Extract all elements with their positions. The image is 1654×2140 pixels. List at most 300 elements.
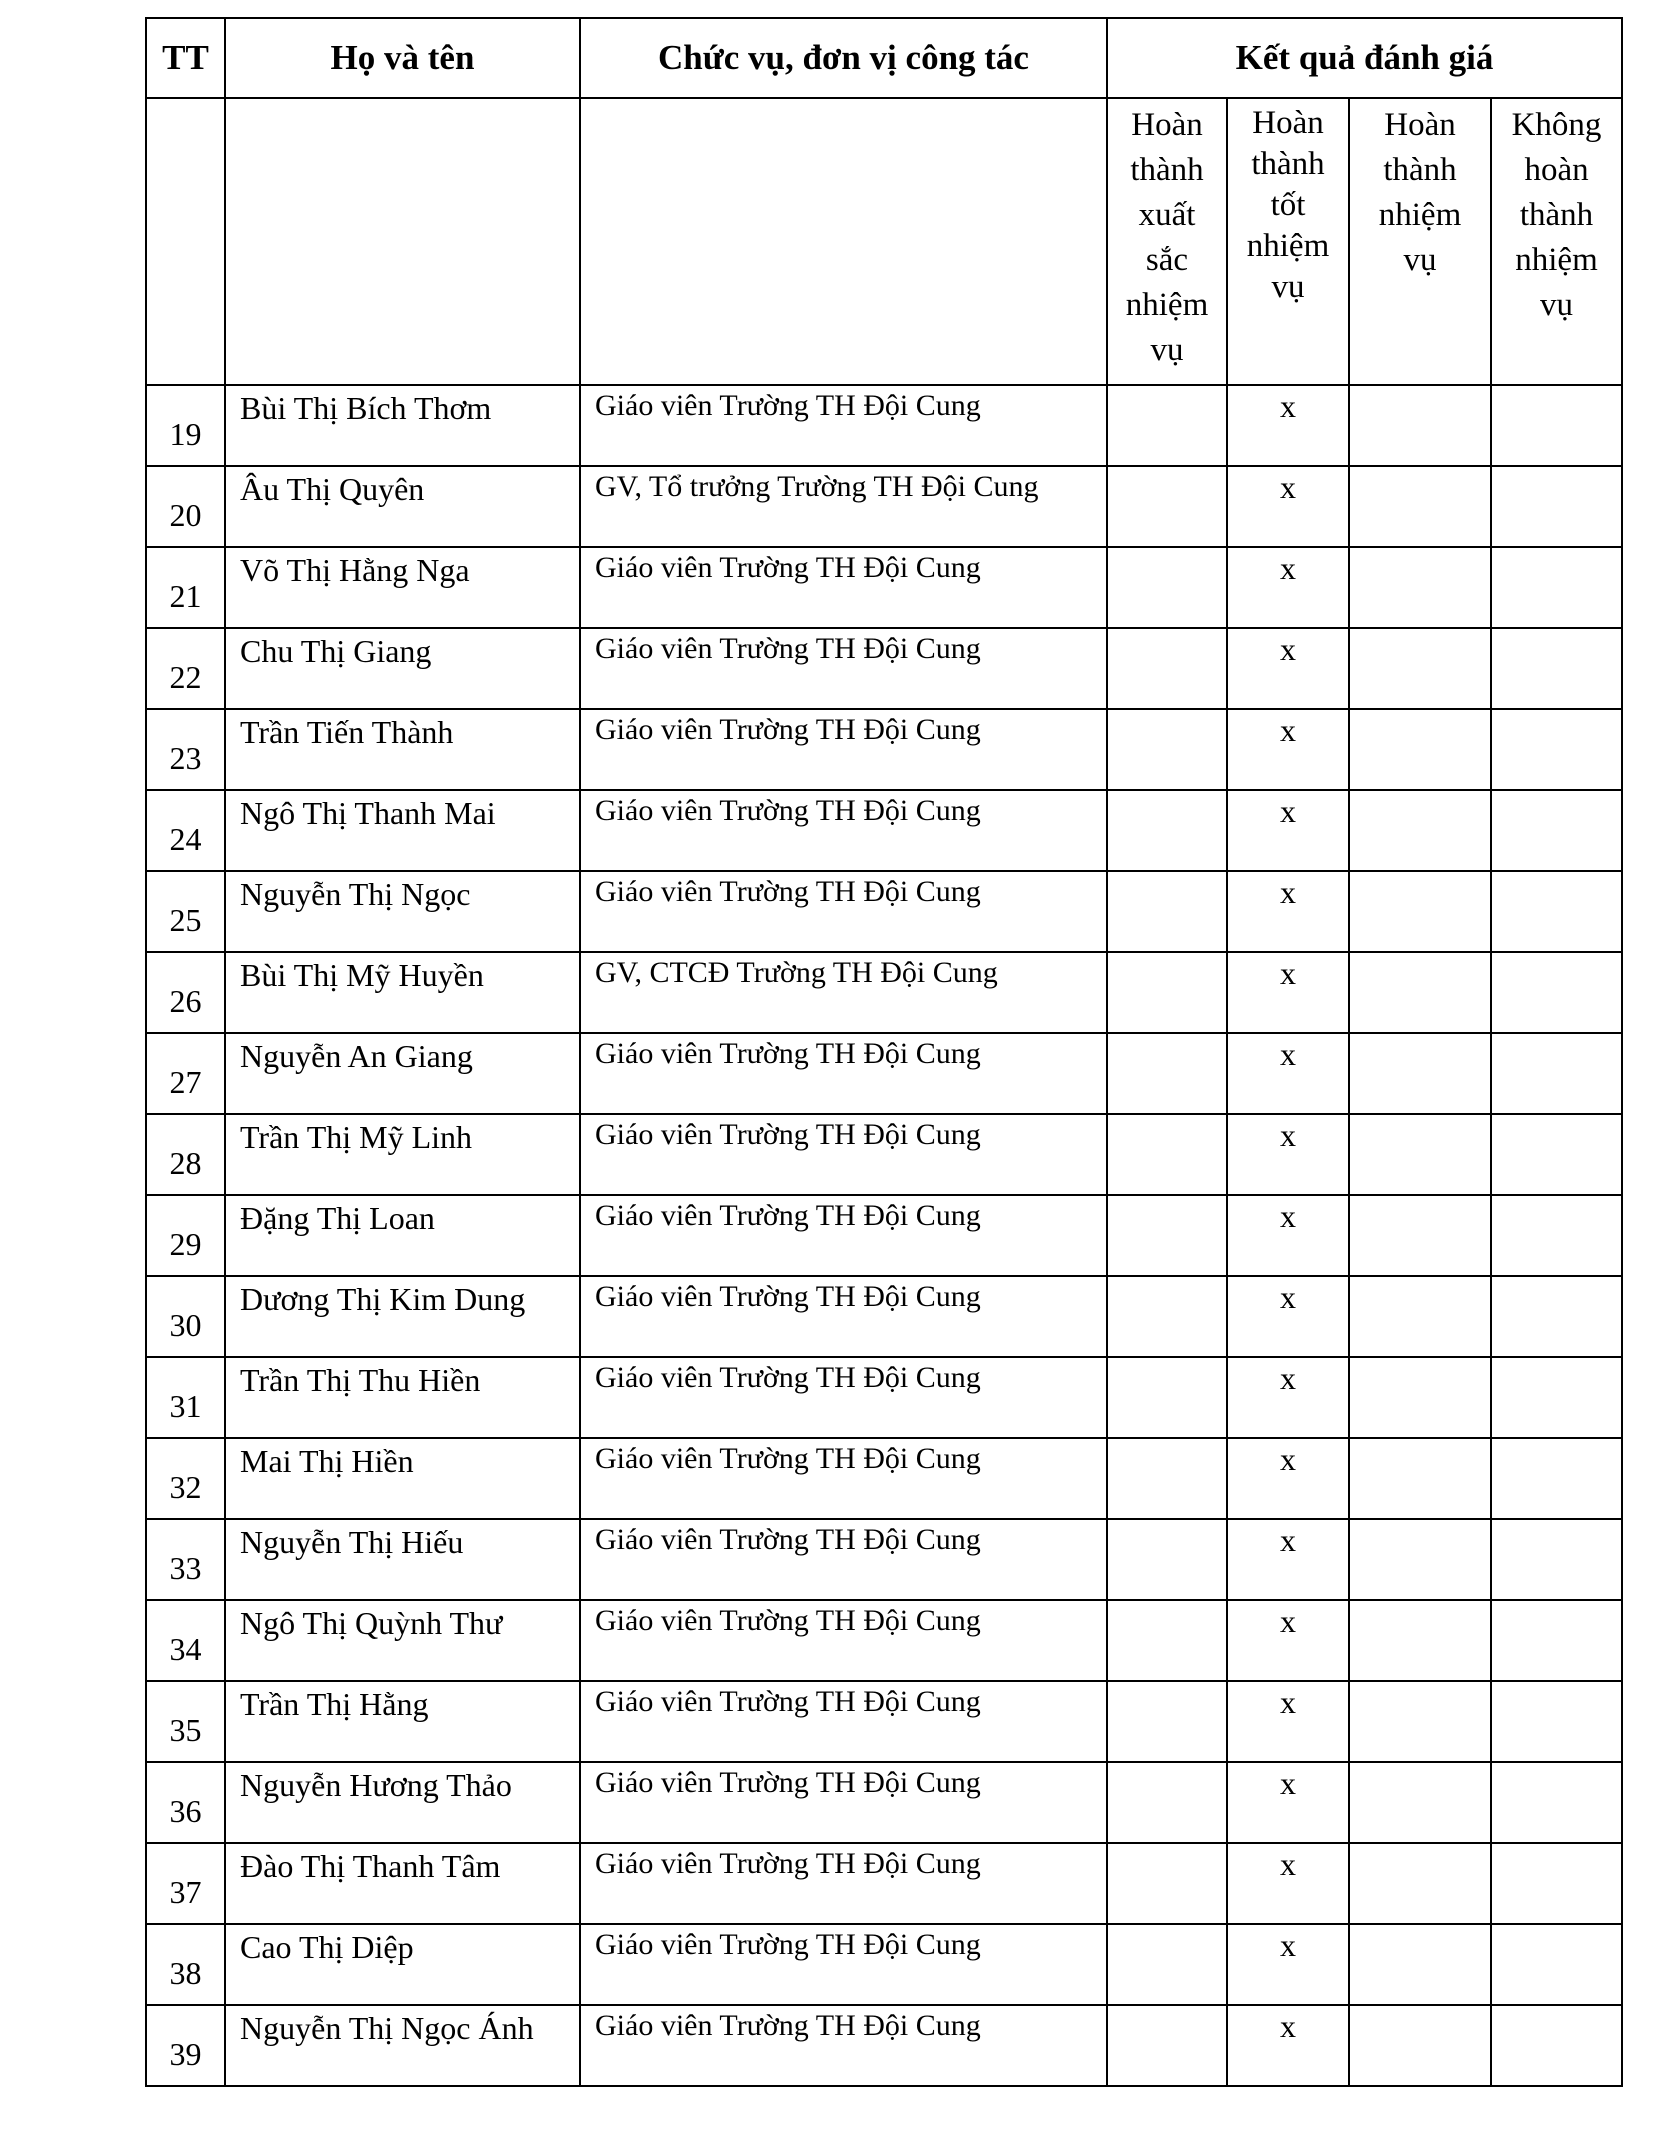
result-outstanding-cell — [1107, 1681, 1227, 1762]
result-good: x — [1280, 550, 1296, 586]
result-not-completed-cell — [1491, 547, 1622, 628]
subheader-line: thành — [1519, 197, 1594, 233]
person-name-cell — [225, 1438, 580, 1519]
subheader-line: thành — [1383, 152, 1457, 188]
subheader-empty-position — [580, 98, 1107, 385]
subheader-line: vụ — [1150, 332, 1184, 368]
table-row — [146, 1681, 1622, 1762]
result-good-cell — [1227, 1843, 1349, 1924]
result-not-completed-cell — [1491, 790, 1622, 871]
row-number: 34 — [169, 1631, 202, 1667]
header-position: Chức vụ, đơn vị công tác — [580, 18, 1107, 98]
result-good: x — [1280, 1036, 1296, 1072]
result-completed-cell — [1349, 952, 1491, 1033]
subheader-row — [146, 98, 1622, 385]
result-good-cell — [1227, 2005, 1349, 2086]
result-not-completed — [1492, 953, 1621, 955]
subheader-empty-name — [225, 98, 580, 385]
subheader-result-1 — [1107, 98, 1227, 385]
result-not-completed — [1492, 386, 1621, 388]
result-not-completed — [1492, 1358, 1621, 1360]
table-row — [146, 1843, 1622, 1924]
position-unit-cell — [580, 1843, 1107, 1924]
result-not-completed-cell — [1491, 871, 1622, 952]
row-number: 19 — [169, 416, 202, 452]
subheader-line: nhiệm — [1378, 197, 1462, 233]
result-outstanding — [1108, 386, 1226, 388]
result-outstanding-cell — [1107, 1438, 1227, 1519]
subheader-line: tốt — [1270, 187, 1306, 223]
result-completed-cell — [1349, 547, 1491, 628]
position-unit: Giáo viên Trường TH Đội Cung — [595, 1766, 981, 1799]
result-outstanding — [1108, 1925, 1226, 1927]
result-not-completed — [1492, 1196, 1621, 1198]
result-good: x — [1280, 1684, 1296, 1720]
result-not-completed-cell — [1491, 466, 1622, 547]
result-completed — [1350, 548, 1490, 550]
table-row — [146, 709, 1622, 790]
result-not-completed — [1492, 1763, 1621, 1765]
table-row — [146, 547, 1622, 628]
result-outstanding — [1108, 467, 1226, 469]
position-unit: Giáo viên Trường TH Đội Cung — [595, 1604, 981, 1637]
subheader-line: vụ — [1540, 287, 1574, 323]
result-not-completed-cell — [1491, 1033, 1622, 1114]
row-number: 38 — [169, 1955, 202, 1991]
row-number: 24 — [169, 821, 202, 857]
table-row — [146, 466, 1622, 547]
row-number-cell — [146, 385, 225, 466]
result-good: x — [1280, 631, 1296, 667]
row-number: 29 — [169, 1226, 202, 1262]
person-name-cell — [225, 709, 580, 790]
person-name-cell — [225, 1681, 580, 1762]
row-number: 37 — [169, 1874, 202, 1910]
subheader-result-4 — [1491, 98, 1622, 385]
result-not-completed — [1492, 1115, 1621, 1117]
row-number: 30 — [169, 1307, 202, 1343]
result-good: x — [1280, 1603, 1296, 1639]
table-row — [146, 628, 1622, 709]
result-outstanding — [1108, 1601, 1226, 1603]
row-number: 39 — [169, 2036, 202, 2072]
result-completed — [1350, 1844, 1490, 1846]
result-good: x — [1280, 388, 1296, 424]
row-number-cell — [146, 1681, 225, 1762]
result-good: x — [1280, 1522, 1296, 1558]
result-completed-cell — [1349, 1195, 1491, 1276]
result-outstanding-cell — [1107, 790, 1227, 871]
row-number-cell — [146, 2005, 225, 2086]
result-outstanding — [1108, 629, 1226, 631]
person-name: Chu Thị Giang — [240, 633, 432, 669]
result-outstanding — [1108, 1034, 1226, 1036]
subheader-line: vụ — [1403, 242, 1437, 278]
result-not-completed-cell — [1491, 1843, 1622, 1924]
result-outstanding-cell — [1107, 871, 1227, 952]
table-row — [146, 1924, 1622, 2005]
result-good: x — [1280, 1846, 1296, 1882]
result-completed-cell — [1349, 1519, 1491, 1600]
result-not-completed — [1492, 710, 1621, 712]
result-outstanding — [1108, 953, 1226, 955]
result-outstanding-cell — [1107, 1519, 1227, 1600]
table-row — [146, 1033, 1622, 1114]
person-name: Ngô Thị Quỳnh Thư — [240, 1605, 503, 1641]
subheader-result-3 — [1349, 98, 1491, 385]
result-good: x — [1280, 1279, 1296, 1315]
position-unit-cell — [580, 871, 1107, 952]
person-name: Trần Thị Mỹ Linh — [240, 1119, 473, 1155]
table-row — [146, 1276, 1622, 1357]
position-unit-cell — [580, 547, 1107, 628]
result-completed-cell — [1349, 1033, 1491, 1114]
result-good: x — [1280, 1198, 1296, 1234]
position-unit: GV, Tổ trưởng Trường TH Đội Cung — [595, 470, 1039, 503]
result-good-cell — [1227, 1195, 1349, 1276]
result-outstanding — [1108, 1844, 1226, 1846]
table-row — [146, 1762, 1622, 1843]
result-outstanding-cell — [1107, 1357, 1227, 1438]
position-unit: Giáo viên Trường TH Đội Cung — [595, 875, 981, 908]
result-completed-cell — [1349, 1114, 1491, 1195]
row-number: 31 — [169, 1388, 202, 1424]
person-name-cell — [225, 547, 580, 628]
position-unit: Giáo viên Trường TH Đội Cung — [595, 1037, 981, 1070]
result-completed-cell — [1349, 1843, 1491, 1924]
result-not-completed — [1492, 1034, 1621, 1036]
subheader-line: sắc — [1145, 242, 1189, 278]
result-good-cell — [1227, 1276, 1349, 1357]
result-not-completed-cell — [1491, 1924, 1622, 2005]
position-unit-cell — [580, 1681, 1107, 1762]
result-outstanding-cell — [1107, 385, 1227, 466]
position-unit-cell — [580, 385, 1107, 466]
position-unit-cell — [580, 1114, 1107, 1195]
result-completed — [1350, 1277, 1490, 1279]
subheader-empty-tt — [146, 98, 225, 385]
result-not-completed-cell — [1491, 1681, 1622, 1762]
result-good: x — [1280, 1117, 1296, 1153]
subheader-line: Hoàn — [1384, 107, 1456, 143]
person-name-cell — [225, 1195, 580, 1276]
row-number-cell — [146, 952, 225, 1033]
result-good-cell — [1227, 1033, 1349, 1114]
result-outstanding — [1108, 1763, 1226, 1765]
person-name-cell — [225, 1276, 580, 1357]
result-outstanding-cell — [1107, 709, 1227, 790]
header-row — [146, 18, 1622, 98]
result-outstanding — [1108, 791, 1226, 793]
result-outstanding — [1108, 872, 1226, 874]
result-good: x — [1280, 1927, 1296, 1963]
result-not-completed-cell — [1491, 628, 1622, 709]
result-good-cell — [1227, 871, 1349, 952]
result-not-completed-cell — [1491, 1276, 1622, 1357]
result-outstanding-cell — [1107, 1924, 1227, 2005]
result-outstanding — [1108, 710, 1226, 712]
person-name-cell — [225, 1114, 580, 1195]
result-not-completed-cell — [1491, 952, 1622, 1033]
row-number: 23 — [169, 740, 202, 776]
result-completed — [1350, 1601, 1490, 1603]
position-unit-cell — [580, 1600, 1107, 1681]
result-outstanding — [1108, 1520, 1226, 1522]
position-unit-cell — [580, 1357, 1107, 1438]
result-outstanding-cell — [1107, 1762, 1227, 1843]
result-good-cell — [1227, 1762, 1349, 1843]
table-row — [146, 952, 1622, 1033]
row-number: 22 — [169, 659, 202, 695]
result-not-completed-cell — [1491, 1357, 1622, 1438]
result-good-cell — [1227, 1681, 1349, 1762]
row-number-cell — [146, 628, 225, 709]
row-number-cell — [146, 1519, 225, 1600]
result-good-cell — [1227, 1519, 1349, 1600]
result-good: x — [1280, 1765, 1296, 1801]
position-unit-cell — [580, 628, 1107, 709]
row-number: 20 — [169, 497, 202, 533]
table-row — [146, 2005, 1622, 2086]
header-name: Họ và tên — [225, 18, 580, 98]
table-row — [146, 790, 1622, 871]
row-number: 28 — [169, 1145, 202, 1181]
result-not-completed — [1492, 872, 1621, 874]
position-unit: Giáo viên Trường TH Đội Cung — [595, 1442, 981, 1475]
position-unit: Giáo viên Trường TH Đội Cung — [595, 389, 981, 422]
result-outstanding-cell — [1107, 1600, 1227, 1681]
table-row — [146, 1114, 1622, 1195]
result-completed-cell — [1349, 790, 1491, 871]
subheader-result-2 — [1227, 98, 1349, 385]
row-number-cell — [146, 1438, 225, 1519]
person-name-cell — [225, 790, 580, 871]
person-name-cell — [225, 466, 580, 547]
result-completed-cell — [1349, 1276, 1491, 1357]
result-not-completed-cell — [1491, 709, 1622, 790]
result-not-completed — [1492, 629, 1621, 631]
result-completed-cell — [1349, 628, 1491, 709]
subheader-line: Không — [1511, 107, 1602, 143]
result-outstanding — [1108, 1196, 1226, 1198]
result-not-completed — [1492, 1439, 1621, 1441]
person-name: Dương Thị Kim Dung — [240, 1281, 526, 1317]
table-row — [146, 1195, 1622, 1276]
person-name-cell — [225, 385, 580, 466]
subheader-line: nhiệm — [1125, 287, 1209, 323]
result-outstanding-cell — [1107, 1276, 1227, 1357]
result-completed — [1350, 386, 1490, 388]
subheader-line: nhiệm — [1246, 228, 1330, 264]
person-name: Bùi Thị Bích Thơm — [240, 390, 492, 426]
result-completed-cell — [1349, 466, 1491, 547]
result-not-completed — [1492, 791, 1621, 793]
result-good-cell — [1227, 1357, 1349, 1438]
position-unit-cell — [580, 1195, 1107, 1276]
result-outstanding — [1108, 2006, 1226, 2008]
result-outstanding — [1108, 548, 1226, 550]
subheader-line: xuất — [1138, 197, 1196, 233]
row-number-cell — [146, 1924, 225, 2005]
result-good-cell — [1227, 1600, 1349, 1681]
subheader-line: Hoàn — [1252, 105, 1324, 141]
result-good-cell — [1227, 1924, 1349, 2005]
row-number-cell — [146, 1276, 225, 1357]
result-completed-cell — [1349, 1924, 1491, 2005]
result-completed — [1350, 1439, 1490, 1441]
result-completed — [1350, 1763, 1490, 1765]
evaluation-table — [145, 17, 1623, 2087]
position-unit: Giáo viên Trường TH Đội Cung — [595, 713, 981, 746]
result-outstanding-cell — [1107, 952, 1227, 1033]
result-not-completed — [1492, 467, 1621, 469]
person-name: Nguyễn An Giang — [240, 1038, 473, 1074]
row-number-cell — [146, 466, 225, 547]
person-name-cell — [225, 1519, 580, 1600]
result-completed-cell — [1349, 2005, 1491, 2086]
row-number: 21 — [169, 578, 202, 614]
person-name: Nguyễn Thị Ngọc Ánh — [240, 2010, 534, 2046]
result-good: x — [1280, 955, 1296, 991]
result-good-cell — [1227, 628, 1349, 709]
position-unit-cell — [580, 1033, 1107, 1114]
result-completed-cell — [1349, 871, 1491, 952]
person-name-cell — [225, 952, 580, 1033]
person-name: Bùi Thị Mỹ Huyền — [240, 957, 484, 993]
person-name: Nguyễn Thị Hiếu — [240, 1524, 464, 1560]
result-completed — [1350, 2006, 1490, 2008]
result-outstanding — [1108, 1277, 1226, 1279]
row-number: 36 — [169, 1793, 202, 1829]
row-number-cell — [146, 1033, 225, 1114]
person-name: Đào Thị Thanh Tâm — [240, 1848, 501, 1884]
subheader-line: nhiệm — [1515, 242, 1598, 278]
result-good: x — [1280, 1360, 1296, 1396]
result-completed — [1350, 1196, 1490, 1198]
result-good-cell — [1227, 466, 1349, 547]
result-outstanding-cell — [1107, 1195, 1227, 1276]
person-name-cell — [225, 871, 580, 952]
result-completed — [1350, 953, 1490, 955]
row-number: 35 — [169, 1712, 202, 1748]
result-good: x — [1280, 874, 1296, 910]
position-unit: Giáo viên Trường TH Đội Cung — [595, 1928, 981, 1961]
result-completed-cell — [1349, 1357, 1491, 1438]
result-outstanding-cell — [1107, 1033, 1227, 1114]
row-number-cell — [146, 871, 225, 952]
result-completed — [1350, 1358, 1490, 1360]
row-number: 27 — [169, 1064, 202, 1100]
result-completed-cell — [1349, 1762, 1491, 1843]
result-completed — [1350, 1520, 1490, 1522]
result-not-completed-cell — [1491, 1600, 1622, 1681]
result-good-cell — [1227, 547, 1349, 628]
result-good: x — [1280, 2008, 1296, 2044]
position-unit-cell — [580, 709, 1107, 790]
row-number: 32 — [169, 1469, 202, 1505]
person-name: Cao Thị Diệp — [240, 1929, 414, 1965]
table-row — [146, 1519, 1622, 1600]
person-name: Trần Tiến Thành — [240, 714, 454, 750]
position-unit-cell — [580, 466, 1107, 547]
position-unit: Giáo viên Trường TH Đội Cung — [595, 1523, 981, 1556]
result-not-completed — [1492, 1277, 1621, 1279]
result-not-completed — [1492, 1520, 1621, 1522]
result-outstanding-cell — [1107, 2005, 1227, 2086]
result-not-completed-cell — [1491, 1438, 1622, 1519]
result-outstanding-cell — [1107, 466, 1227, 547]
result-completed — [1350, 629, 1490, 631]
subheader-line: vụ — [1271, 269, 1305, 305]
position-unit-cell — [580, 1762, 1107, 1843]
position-unit: Giáo viên Trường TH Đội Cung — [595, 1361, 981, 1394]
result-outstanding — [1108, 1439, 1226, 1441]
result-not-completed — [1492, 1925, 1621, 1927]
subheader-line: thành — [1251, 146, 1325, 182]
result-outstanding — [1108, 1358, 1226, 1360]
row-number-cell — [146, 790, 225, 871]
result-not-completed-cell — [1491, 385, 1622, 466]
result-outstanding — [1108, 1115, 1226, 1117]
person-name-cell — [225, 1357, 580, 1438]
position-unit-cell — [580, 2005, 1107, 2086]
result-good: x — [1280, 793, 1296, 829]
result-completed-cell — [1349, 1681, 1491, 1762]
position-unit-cell — [580, 1276, 1107, 1357]
table-row — [146, 1438, 1622, 1519]
person-name-cell — [225, 1924, 580, 2005]
row-number: 25 — [169, 902, 202, 938]
person-name-cell — [225, 2005, 580, 2086]
position-unit-cell — [580, 1924, 1107, 2005]
result-not-completed-cell — [1491, 1195, 1622, 1276]
result-completed — [1350, 791, 1490, 793]
person-name: Mai Thị Hiền — [240, 1443, 414, 1479]
result-not-completed-cell — [1491, 1114, 1622, 1195]
result-completed-cell — [1349, 1600, 1491, 1681]
result-outstanding — [1108, 1682, 1226, 1684]
result-outstanding-cell — [1107, 628, 1227, 709]
person-name-cell — [225, 628, 580, 709]
table-row — [146, 1600, 1622, 1681]
row-number-cell — [146, 1114, 225, 1195]
position-unit: Giáo viên Trường TH Đội Cung — [595, 1280, 981, 1313]
result-completed — [1350, 467, 1490, 469]
header-result: Kết quả đánh giá — [1107, 18, 1622, 98]
table-row — [146, 871, 1622, 952]
result-completed — [1350, 1034, 1490, 1036]
result-completed — [1350, 872, 1490, 874]
position-unit-cell — [580, 952, 1107, 1033]
result-not-completed-cell — [1491, 2005, 1622, 2086]
result-good-cell — [1227, 709, 1349, 790]
subheader-line: hoàn — [1524, 152, 1589, 188]
result-not-completed — [1492, 548, 1621, 550]
result-not-completed — [1492, 2006, 1621, 2008]
result-good: x — [1280, 469, 1296, 505]
row-number-cell — [146, 1762, 225, 1843]
result-good-cell — [1227, 790, 1349, 871]
result-completed — [1350, 710, 1490, 712]
result-completed — [1350, 1925, 1490, 1927]
position-unit: GV, CTCĐ Trường TH Đội Cung — [595, 956, 998, 989]
person-name: Đặng Thị Loan — [240, 1200, 435, 1236]
position-unit-cell — [580, 1438, 1107, 1519]
position-unit: Giáo viên Trường TH Đội Cung — [595, 794, 981, 827]
person-name: Trần Thị Hằng — [240, 1686, 429, 1722]
row-number-cell — [146, 1195, 225, 1276]
position-unit-cell — [580, 790, 1107, 871]
